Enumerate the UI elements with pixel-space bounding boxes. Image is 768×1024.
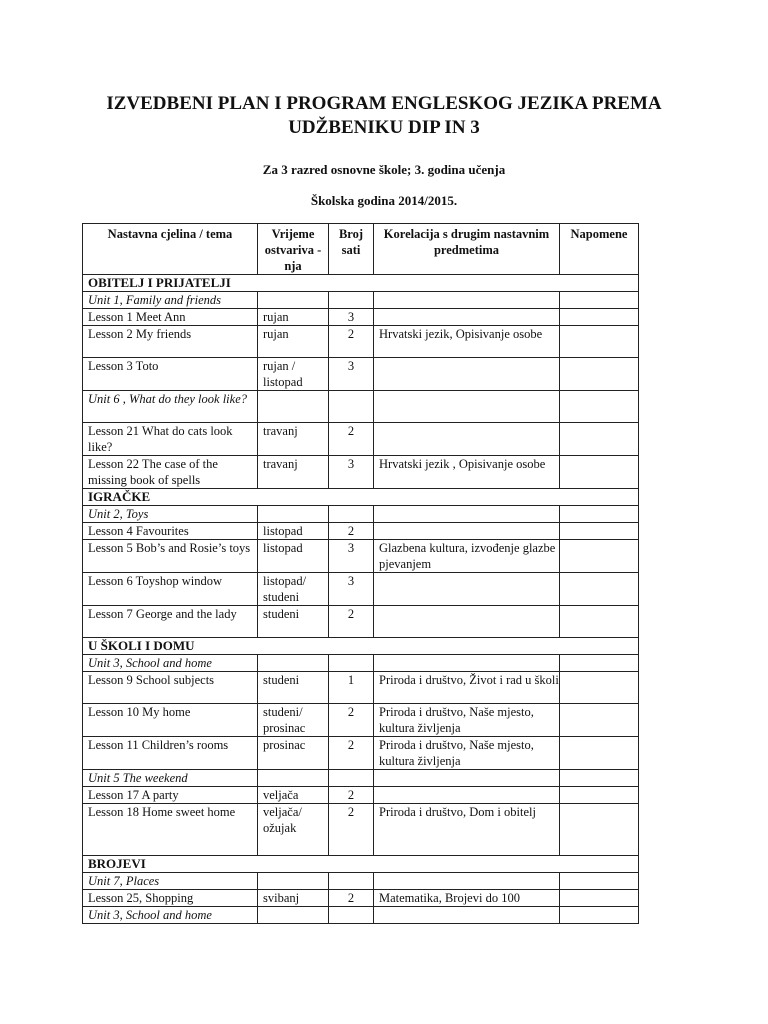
section-title: U ŠKOLI I DOMU	[83, 638, 639, 655]
correlation-cell	[374, 358, 560, 391]
section-title: IGRAČKE	[83, 489, 639, 506]
correlation-cell	[374, 423, 560, 456]
correlation-cell: Glazbena kultura, izvođenje glazbe pjevanjem	[374, 540, 560, 573]
topic-cell: Lesson 11 Children’s rooms	[83, 737, 258, 770]
lesson-row	[83, 787, 639, 804]
time-cell: listopad	[258, 540, 329, 573]
school-year: Školska godina 2014/2015.	[310, 193, 458, 208]
unit-row	[83, 391, 639, 423]
topic-cell: Unit 7, Places	[83, 873, 258, 890]
plan-table	[82, 223, 639, 924]
correlation-cell	[374, 292, 560, 309]
notes-cell	[560, 606, 639, 638]
hours-cell	[329, 907, 374, 924]
hours-cell: 3	[329, 540, 374, 573]
notes-cell	[560, 655, 639, 672]
header-hours: Broj sati	[329, 224, 374, 275]
time-cell: listopad/ studeni	[258, 573, 329, 606]
hours-cell: 1	[329, 672, 374, 704]
header-time: Vrijeme ostvariva -nja	[258, 224, 329, 275]
time-cell	[258, 391, 329, 423]
section-row	[83, 489, 639, 506]
hours-cell	[329, 292, 374, 309]
notes-cell	[560, 358, 639, 391]
topic-cell: Lesson 10 My home	[83, 704, 258, 737]
section-row	[83, 856, 639, 873]
time-cell	[258, 770, 329, 787]
lesson-row	[83, 704, 639, 737]
notes-cell	[560, 907, 639, 924]
topic-cell: Unit 2, Toys	[83, 506, 258, 523]
lesson-row	[83, 456, 639, 489]
notes-cell	[560, 672, 639, 704]
correlation-cell	[374, 506, 560, 523]
notes-cell	[560, 506, 639, 523]
unit-row	[83, 907, 639, 924]
lesson-row	[83, 523, 639, 540]
notes-cell	[560, 523, 639, 540]
time-cell	[258, 292, 329, 309]
lesson-row	[83, 672, 639, 704]
correlation-cell	[374, 907, 560, 924]
time-cell: prosinac	[258, 737, 329, 770]
hours-cell: 2	[329, 804, 374, 856]
lesson-row	[83, 573, 639, 606]
unit-row	[83, 770, 639, 787]
topic-cell: Unit 6 , What do they look like?	[83, 391, 258, 423]
correlation-cell: Matematika, Brojevi do 100	[374, 890, 560, 907]
topic-cell: Unit 3, School and home	[83, 655, 258, 672]
hours-cell: 2	[329, 704, 374, 737]
lesson-row	[83, 890, 639, 907]
topic-cell: Lesson 22 The case of the missing book of spells	[83, 456, 258, 489]
notes-cell	[560, 391, 639, 423]
hours-cell	[329, 873, 374, 890]
topic-cell: Lesson 1 Meet Ann	[83, 309, 258, 326]
correlation-cell	[374, 655, 560, 672]
topic-cell: Lesson 21 What do cats look like?	[83, 423, 258, 456]
time-cell: svibanj	[258, 890, 329, 907]
time-cell: veljača/ ožujak	[258, 804, 329, 856]
correlation-cell: Priroda i društvo, Život i rad u školi	[374, 672, 560, 704]
time-cell	[258, 506, 329, 523]
correlation-cell: Priroda i društvo, Naše mjesto, kultura življenja	[374, 704, 560, 737]
section-row	[83, 638, 639, 655]
hours-cell	[329, 770, 374, 787]
time-cell: rujan	[258, 326, 329, 358]
header-correlation: Korelacija s drugim nastavnim predmetima	[374, 224, 560, 275]
time-cell: listopad	[258, 523, 329, 540]
topic-cell: Lesson 7 George and the lady	[83, 606, 258, 638]
hours-cell: 2	[329, 326, 374, 358]
time-cell: travanj	[258, 423, 329, 456]
time-cell: travanj	[258, 456, 329, 489]
notes-cell	[560, 704, 639, 737]
notes-cell	[560, 309, 639, 326]
lesson-row	[83, 606, 639, 638]
hours-cell: 2	[329, 737, 374, 770]
notes-cell	[560, 873, 639, 890]
table-body	[83, 275, 639, 924]
lesson-row	[83, 737, 639, 770]
notes-cell	[560, 456, 639, 489]
correlation-cell: Hrvatski jezik, Opisivanje osobe	[374, 326, 560, 358]
time-cell: studeni/ prosinac	[258, 704, 329, 737]
unit-row	[83, 873, 639, 890]
unit-row	[83, 292, 639, 309]
lesson-row	[83, 540, 639, 573]
correlation-cell: Priroda i društvo, Dom i obitelj	[374, 804, 560, 856]
notes-cell	[560, 787, 639, 804]
hours-cell: 2	[329, 606, 374, 638]
hours-cell: 2	[329, 423, 374, 456]
hours-cell: 3	[329, 309, 374, 326]
topic-cell: Lesson 3 Toto	[83, 358, 258, 391]
time-cell: studeni	[258, 606, 329, 638]
topic-cell: Lesson 4 Favourites	[83, 523, 258, 540]
unit-row	[83, 655, 639, 672]
correlation-cell	[374, 309, 560, 326]
time-cell	[258, 873, 329, 890]
notes-cell	[560, 326, 639, 358]
time-cell: rujan / listopad	[258, 358, 329, 391]
section-title: OBITELJ I PRIJATELJI	[83, 275, 639, 292]
notes-cell	[560, 540, 639, 573]
time-cell	[258, 655, 329, 672]
topic-cell: Lesson 6 Toyshop window	[83, 573, 258, 606]
time-cell: studeni	[258, 672, 329, 704]
header-notes: Napomene	[560, 224, 639, 275]
notes-cell	[560, 890, 639, 907]
unit-row	[83, 506, 639, 523]
time-cell: veljača	[258, 787, 329, 804]
topic-cell: Unit 3, School and home	[83, 907, 258, 924]
correlation-cell	[374, 873, 560, 890]
table-header-row	[83, 224, 639, 275]
notes-cell	[560, 737, 639, 770]
hours-cell	[329, 391, 374, 423]
notes-cell	[560, 573, 639, 606]
lesson-row	[83, 804, 639, 856]
notes-cell	[560, 770, 639, 787]
time-cell: rujan	[258, 309, 329, 326]
hours-cell	[329, 506, 374, 523]
topic-cell: Lesson 25, Shopping	[83, 890, 258, 907]
hours-cell: 3	[329, 358, 374, 391]
hours-cell	[329, 655, 374, 672]
topic-cell: Unit 1, Family and friends	[83, 292, 258, 309]
topic-cell: Lesson 5 Bob’s and Rosie’s toys	[83, 540, 258, 573]
correlation-cell	[374, 770, 560, 787]
hours-cell: 2	[329, 787, 374, 804]
correlation-cell: Priroda i društvo, Naše mjesto, kultura življenja	[374, 737, 560, 770]
document-subtitle: Za 3 razred osnovne škole; 3. godina učenja	[262, 162, 506, 177]
topic-cell: Lesson 2 My friends	[83, 326, 258, 358]
lesson-row	[83, 423, 639, 456]
notes-cell	[560, 292, 639, 309]
lesson-row	[83, 326, 639, 358]
hours-cell: 3	[329, 573, 374, 606]
hours-cell: 2	[329, 523, 374, 540]
correlation-cell: Hrvatski jezik , Opisivanje osobe	[374, 456, 560, 489]
hours-cell: 3	[329, 456, 374, 489]
lesson-row	[83, 309, 639, 326]
topic-cell: Lesson 17 A party	[83, 787, 258, 804]
section-title: BROJEVI	[83, 856, 639, 873]
correlation-cell	[374, 573, 560, 606]
document-title: IZVEDBENI PLAN I PROGRAM ENGLESKOG JEZIKA PREMA UDŽBENIKU DIP IN 3	[106, 93, 662, 138]
section-row	[83, 275, 639, 292]
hours-cell: 2	[329, 890, 374, 907]
topic-cell: Lesson 18 Home sweet home	[83, 804, 258, 856]
correlation-cell	[374, 787, 560, 804]
notes-cell	[560, 423, 639, 456]
correlation-cell	[374, 523, 560, 540]
correlation-cell	[374, 391, 560, 423]
time-cell	[258, 907, 329, 924]
notes-cell	[560, 804, 639, 856]
correlation-cell	[374, 606, 560, 638]
topic-cell: Lesson 9 School subjects	[83, 672, 258, 704]
lesson-row	[83, 358, 639, 391]
header-topic: Nastavna cjelina / tema	[83, 224, 258, 275]
topic-cell: Unit 5 The weekend	[83, 770, 258, 787]
